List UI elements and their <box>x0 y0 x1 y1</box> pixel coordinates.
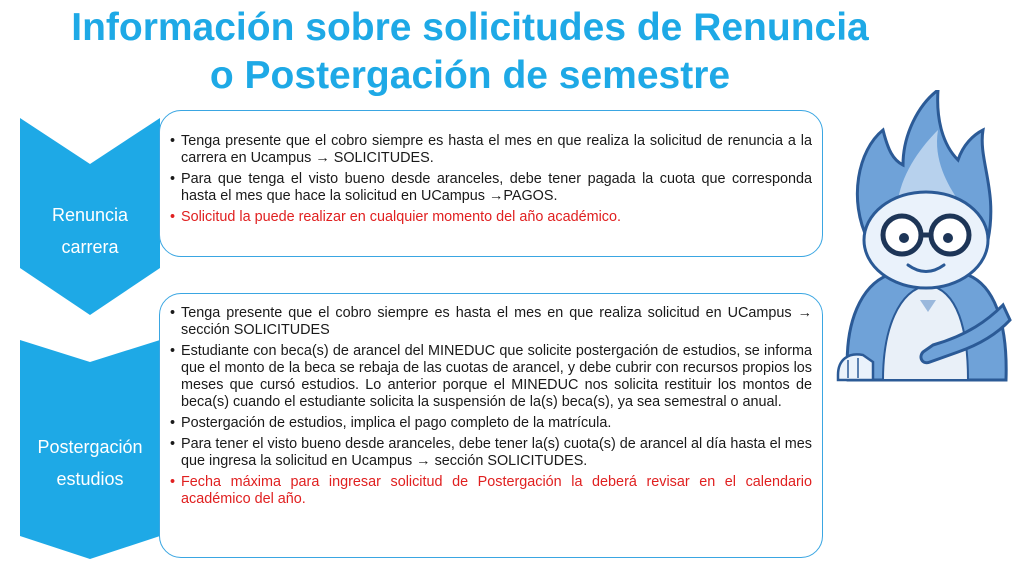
page-title-line-1: Información sobre solicitudes de Renuncia <box>71 6 869 49</box>
section-label-line: Postergación <box>37 437 143 457</box>
mascot-illustration <box>828 90 1018 390</box>
section-label-renuncia <box>20 199 160 263</box>
list-item: • Fecha máxima para ingresar solicitud de Postergación la deberá revisar en el calendario académico del año. <box>170 474 812 508</box>
section-label-line: Renuncia <box>51 205 129 225</box>
list-item: • Tenga presente que el cobro siempre es hasta el mes en que realiza la solicitud de renuncia a la carrera en Ucampus → SOLICITUDES. <box>170 133 812 167</box>
page-title <box>0 4 940 100</box>
section-label-postergacion <box>16 431 164 495</box>
postergacion-bullet-list <box>170 305 812 508</box>
page-title-line-2: o Postergación de semestre <box>209 54 731 97</box>
list-item: • Estudiante con beca(s) de arancel del MINEDUC que solicite postergación de estudios, se informa que el monto de la beca se rebaja de las cuotas de arancel, y debe cubrir con recursos propios los meses que cursó estudios. Lo anterior porque el MINEDUC nos solicita restituir los montos de beca(s) cuando el estudiante solicita la suspensión de la(s) beca(s), ya sea semestral o anual. <box>170 343 812 411</box>
renuncia-info-box <box>159 110 823 257</box>
postergacion-info-box <box>159 293 823 558</box>
renuncia-bullet-list <box>170 133 812 226</box>
list-item: • Postergación de estudios, implica el pago completo de la matrícula. <box>170 415 812 432</box>
section-label-line: carrera <box>61 237 119 257</box>
section-label-line: estudios <box>56 469 124 489</box>
list-item: • Solicitud la puede realizar en cualquier momento del año académico. <box>170 209 812 226</box>
list-item: • Tenga presente que el cobro siempre es hasta el mes en que realiza solicitud en UCampus → sección SOLICITUDES <box>170 305 812 339</box>
list-item: • Para tener el visto bueno desde aranceles, debe tener la(s) cuota(s) de arancel al día hasta el mes que ingresa la solicitud en Ucampus → sección SOLICITUDES. <box>170 436 812 470</box>
list-item: • Para que tenga el visto bueno desde aranceles, debe tener pagada la cuota que corresponda hasta el mes que hace la solicitud en UCampus →PAGOS. <box>170 171 812 205</box>
